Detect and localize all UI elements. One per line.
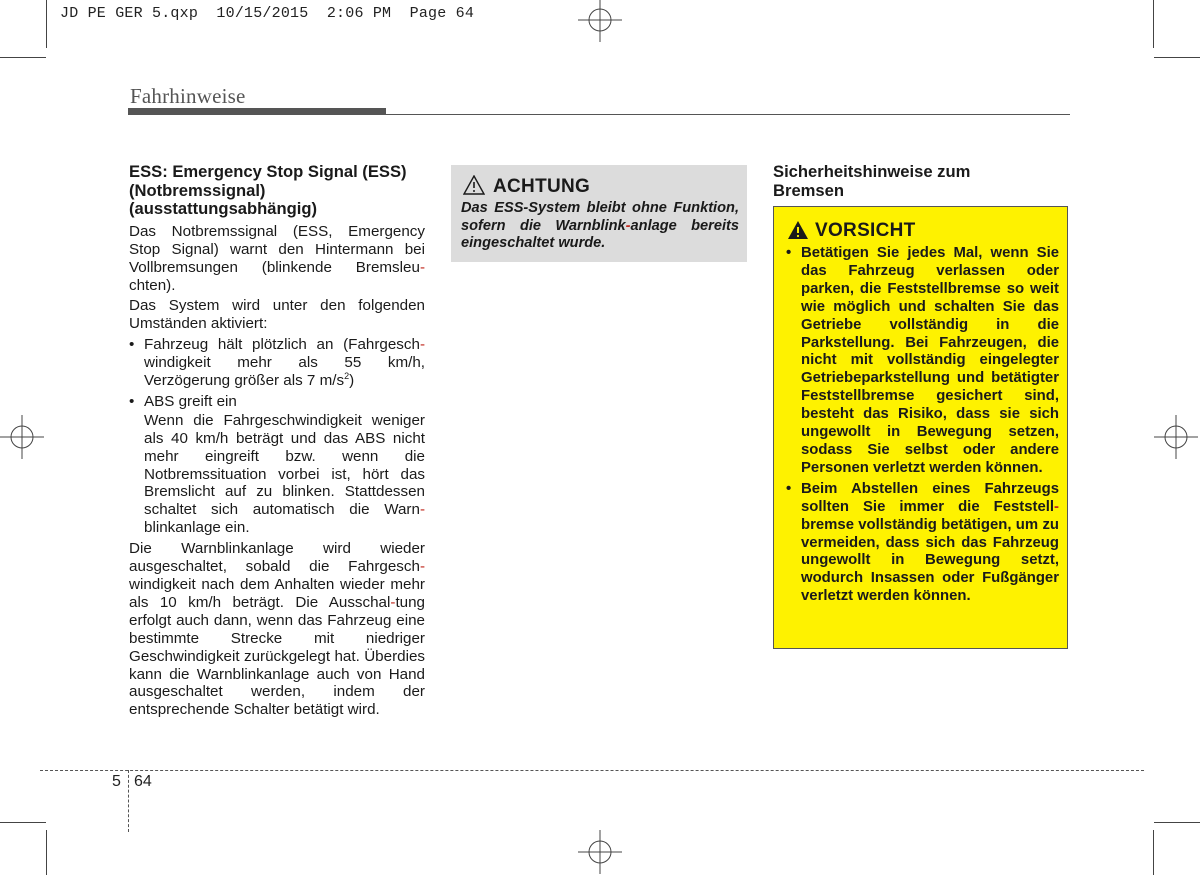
crop-mark [0, 822, 46, 823]
header-rule-thin [386, 114, 1070, 115]
ess-column [129, 163, 425, 722]
header-rule [128, 108, 386, 115]
section-title: Fahrhinweise [130, 84, 246, 108]
crop-mark [46, 0, 47, 48]
ess-intro: Das Notbremssignal (ESS, Emergency Stop Signal) warnt den Hintermann bei Vollbremsungen (blinkende Bremsleu-chten). [129, 222, 425, 294]
chapter-number: 5 [112, 773, 121, 790]
crop-mark [0, 57, 46, 58]
crop-mark [1153, 830, 1154, 875]
page-number: 64 [134, 773, 152, 790]
list-item: • Betätigen Sie jedes Mal, wenn Sie das Fahrzeug verlassen oder parken, die Feststellbremse so weit wie möglich und schalten Sie das Getriebe vollständig in die Parkstellung. Bei Fahrzeugen, die nicht mit vollständig eingelegter Getriebeparkstellung und betätigter Feststellbremse gesichert sind, besteht das Risiko, dass sie sich ungewollt in Bewegung setzen, sodass Sie selbst oder andere Personen verletzt werden können. [786, 245, 1059, 476]
crop-mark [1154, 822, 1200, 823]
crop-mark [1153, 0, 1154, 48]
list-item: • Fahrzeug hält plötzlich an (Fahrgesch-windigkeit mehr als 55 km/h, Verzögerung größer als 7 $m/s^2$) [129, 336, 425, 390]
warning-box [773, 206, 1068, 649]
caution-title: ACHTUNG [463, 175, 590, 198]
print-slug: JD PE GER 5.qxp 10/15/2015 2:06 PM Page 64 [60, 5, 475, 22]
warning-triangle-icon [463, 175, 485, 195]
ess-abs-text: Wenn die Fahrgeschwindigkeit weniger als 40 km/h beträgt und das ABS nicht mehr eingreift bzw. wenn die Notbremssituation vorbei ist, hört das Bremslicht auf zu blinken. Stattdessen schaltet sich automatisch die Warn-blinkanlage ein. [144, 411, 425, 537]
caution-text: Das ESS-System bleibt ohne Funktion, sofern die Warnblink-anlage bereits eingeschaltet wurde. [461, 200, 739, 252]
crop-mark [1154, 57, 1200, 58]
brakes-heading: Sicherheitshinweise zum Bremsen [773, 162, 971, 200]
crop-mark [46, 830, 47, 875]
ess-condition-list [129, 336, 425, 411]
caution-box [451, 165, 747, 262]
footer-rule [40, 770, 1144, 771]
brakes-column [773, 163, 1073, 204]
ess-deactivation: Die Warnblinkanlage wird wieder ausgeschaltet, sobald die Fahrgesch-windigkeit nach dem Anhalten wieder mehr als 10 km/h beträgt. Die Ausschal-tung erfolgt auch dann, wenn das Fahrzeug eine bestimmte Strecke mit niedriger Geschwindigkeit zurückgelegt hat. Überdies kann die Warnblinkanlage auch von Hand ausgeschaltet werden, indem der entsprechende Schalter betätigt wird. [129, 540, 425, 719]
warning-triangle-icon [788, 221, 808, 239]
ess-heading: ESS: Emergency Stop Signal (ESS) (Notbremssignal) (ausstattungsabhängig) [129, 162, 407, 219]
ess-conditions: Das System wird unter den folgenden Umständen aktiviert: [129, 297, 425, 333]
footer-divider [128, 770, 129, 832]
warning-list [786, 245, 1059, 609]
warning-title: VORSICHT [788, 220, 916, 242]
list-item: • Beim Abstellen eines Fahrzeugs sollten Sie immer die Feststell-bremse vollständig betätigen, um zu vermeiden, dass sich das Fahrzeug ungewollt in Bewegung setzt, wodurch Insassen oder Fußgänger verletzt werden können. [786, 480, 1059, 605]
list-item: • ABS greift ein [129, 392, 237, 410]
